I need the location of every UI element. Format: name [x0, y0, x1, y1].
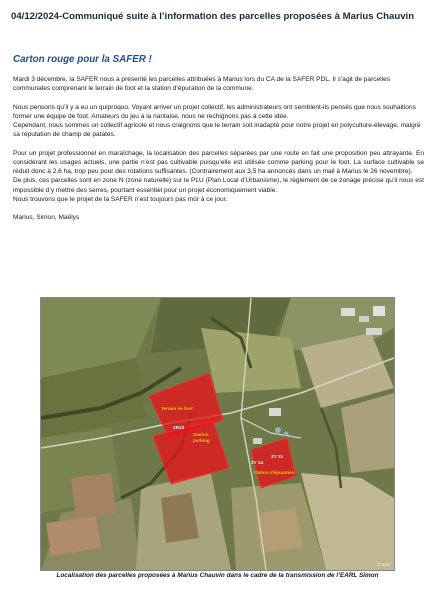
- label-parcel-zy24: ZY 24: [251, 460, 264, 465]
- paragraph-4: Pour un projet professionnel en maraîchage, la localisation des parcelles séparées par une route en fait une proposition peu attrayante. En considérant les usages actuels, une partie n’est pas cultivable puisqu’elle est utilisée comme parking pour le foot. La surface cultivable se réduit donc à 2,6 ha, trop peu pour des rotations suffisantes. (Contrairement aux 3,5 ha annoncés dans un mail à Marius le 26 novembre).: [13, 149, 424, 175]
- page-title: 04/12/2024-Communiqué suite à l’information des parcelles proposées à Marius Chauvin: [11, 11, 415, 22]
- letter-body: [13, 75, 424, 222]
- aerial-photo: [41, 298, 394, 570]
- label-parcel-zr23: ZR23: [173, 425, 185, 430]
- paragraph-5: De plus, ces parcelles sont en zone N (zone naturelle) sur le PLU (Plan Local d’Urbanisme), le règlement de ce zonage précise qu’il nous est impossible d’y mettre des serres, pourtant essentiel pour un projet économiquement viable.: [13, 177, 424, 194]
- aerial-map: [40, 297, 395, 571]
- map-caption: Localisation des parcelles proposées à Marius Chauvin dans le cadre de la transmission de l’EARL Simon: [56, 572, 379, 579]
- label-station: Station: [193, 432, 209, 437]
- paragraph-2: Nous pensons qu’il y a eu un quiproquo. Voyant arriver un projet collectif, les administrateurs ont semblent-ils pensés que nous souhaitions former une équipe de foot. Amateurs du jeu à la nantaise, nous ne rechignons pas à cette idée.: [13, 103, 416, 120]
- signature: Marius, Simon, Maëlys: [13, 214, 80, 221]
- label-parcel-zy21: ZY 21: [271, 454, 284, 459]
- label-terrain-foot: Terrain de foot: [161, 406, 193, 411]
- paragraph-1: Mardi 3 décembre, la SAFER nous a présenté les parcelles attribuées à Marius lors du CA de la SAFER PDL. Il s’agit de parcelles communales comprenant le terrain de foot et la station d’épuration de la commune.: [13, 76, 390, 93]
- label-parking: parking: [193, 438, 210, 443]
- label-station-epuration: Station d'épuration: [253, 470, 295, 475]
- page-subtitle: Carton rouge pour la SAFER !: [13, 54, 152, 65]
- map-copyright: © IGN: [377, 562, 390, 567]
- paragraph-3: Cependant, nous sommes un collectif agricole et nous craignons que le terrain soit inadapté pour notre projet en polyculture-élevage, malgré sa réputation de champ de patates.: [13, 122, 421, 139]
- paragraph-6: Nous trouvons que le projet de la SAFER n’est toujours pas mûr à ce jour.: [13, 195, 228, 203]
